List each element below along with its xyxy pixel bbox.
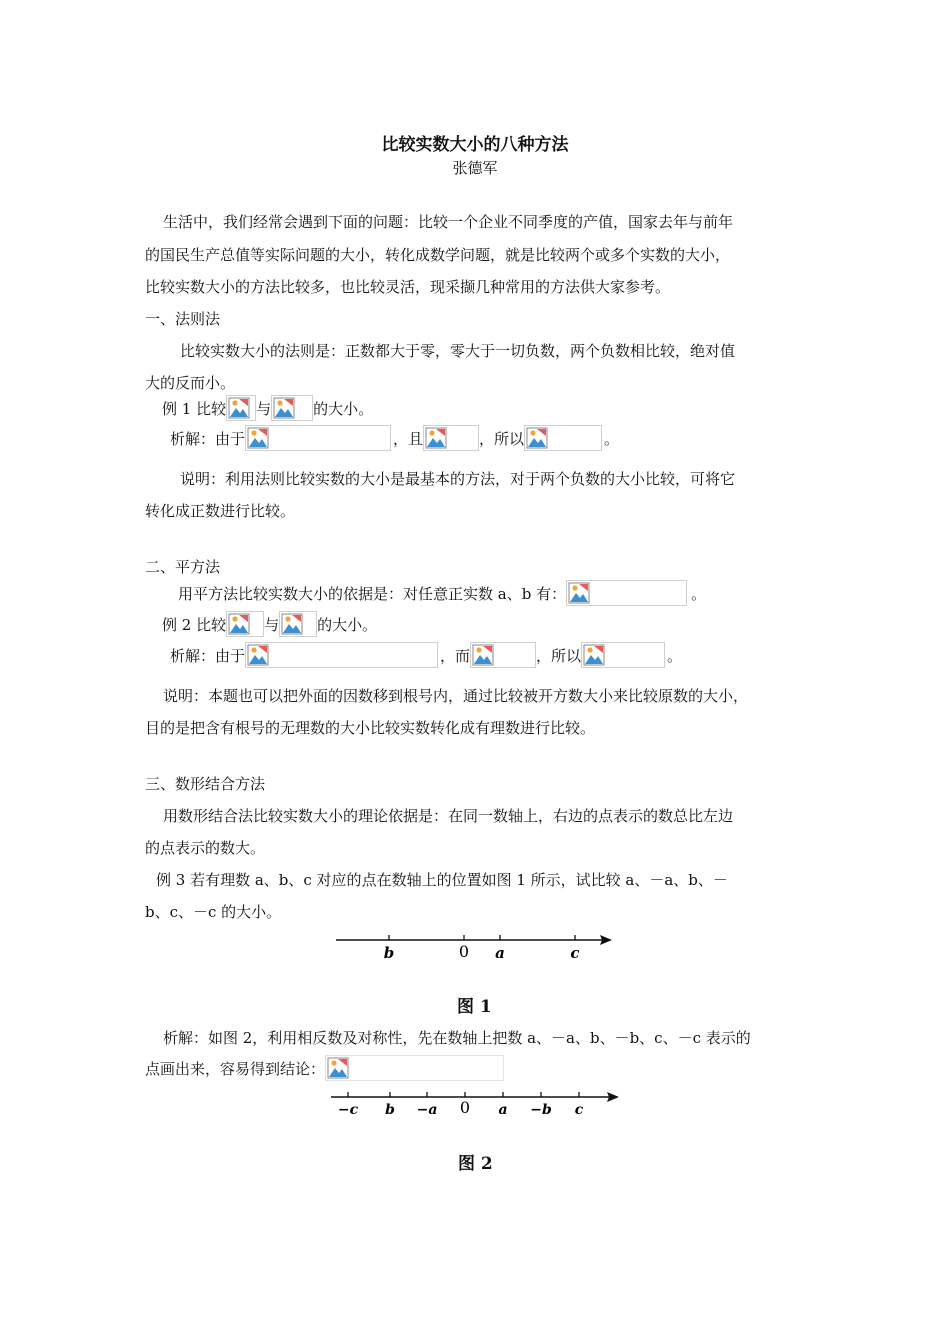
intro-line-2: 的国民生产总值等实际问题的大小，转化成数学问题，就是比较两个或多个实数的大小， bbox=[145, 246, 731, 264]
example2-mid: 与 bbox=[264, 615, 280, 634]
tick-label-a: a bbox=[495, 944, 505, 962]
tick-label-c: c bbox=[574, 1102, 584, 1118]
broken-image-icon bbox=[568, 582, 590, 604]
section1-rule-line-2: 大的反而小。 bbox=[145, 374, 236, 392]
broken-image-icon bbox=[425, 427, 447, 449]
example2 bbox=[162, 611, 377, 637]
formula-image-icon bbox=[423, 425, 479, 451]
example3-line-1: 例 3 若有理数 a、b、c 对应的点在数轴上的位置如图 1 所示，试比较 a、－a、b、－ bbox=[156, 871, 728, 889]
analysis2-mid2: ，所以 bbox=[536, 646, 582, 665]
analysis1 bbox=[170, 425, 619, 451]
broken-image-icon bbox=[247, 644, 269, 666]
broken-image-icon bbox=[327, 1057, 349, 1079]
formula-image-icon bbox=[470, 642, 536, 668]
section1-heading: 一、法则法 bbox=[145, 310, 221, 328]
formula-image-icon bbox=[581, 642, 665, 668]
broken-image-icon bbox=[281, 613, 303, 635]
analysis1-prefix: 析解：由于 bbox=[170, 429, 246, 448]
author: 张德军 bbox=[452, 159, 498, 177]
analysis1-mid1: ，且 bbox=[393, 429, 424, 448]
section3-rule-line-2: 的点表示的数大。 bbox=[145, 839, 266, 857]
page-title: 比较实数大小的八种方法 bbox=[381, 135, 569, 155]
formula-image-icon bbox=[226, 611, 264, 637]
section2-rule-text: 用平方法比较实数大小的依据是：对任意正实数 a、b 有： bbox=[178, 584, 567, 603]
section3-heading: 三、数形结合方法 bbox=[145, 775, 266, 793]
broken-image-icon bbox=[228, 397, 250, 419]
section2-rule bbox=[178, 580, 706, 606]
formula-image-icon bbox=[524, 425, 602, 451]
section1-rule-line-1: 比较实数大小的法则是：正数都大于零，零大于一切负数，两个负数相比较，绝对值 bbox=[180, 342, 736, 360]
figure-1-caption: 图 1 bbox=[457, 997, 492, 1017]
formula-image-icon bbox=[226, 395, 256, 421]
analysis2-mid1: ，而 bbox=[440, 646, 471, 665]
analysis1-end: 。 bbox=[604, 429, 620, 448]
tick-label-b: b bbox=[385, 1102, 395, 1118]
tick-label-0: 0 bbox=[458, 942, 470, 961]
example3-line-2: b、c、－c 的大小。 bbox=[145, 903, 282, 921]
formula-image-icon bbox=[271, 395, 313, 421]
formula-image-icon bbox=[245, 642, 438, 668]
section3-rule-line-1: 用数形结合法比较实数大小的理论依据是：在同一数轴上，右边的点表示的数总比左边 bbox=[163, 807, 734, 825]
section2-note-line-2: 目的是把含有根号的无理数的大小比较实数转化成有理数进行比较。 bbox=[145, 719, 596, 737]
intro-line-3: 比较实数大小的方法比较多，也比较灵活，现采撷几种常用的方法供大家参考。 bbox=[145, 278, 671, 296]
tick-label-b: b bbox=[383, 944, 395, 962]
example1 bbox=[162, 395, 373, 421]
tick-label-neg-b: −b bbox=[530, 1102, 552, 1118]
example1-mid: 与 bbox=[256, 399, 272, 418]
intro-line-1: 生活中，我们经常会遇到下面的问题：比较一个企业不同季度的产值，国家去年与前年 bbox=[163, 213, 734, 231]
tick-label-neg-a: −a bbox=[416, 1102, 438, 1118]
figure-2-caption: 图 2 bbox=[458, 1154, 493, 1174]
example2-suffix: 的大小。 bbox=[317, 615, 378, 634]
formula-image-icon bbox=[325, 1055, 504, 1081]
section2-note-line-1: 说明：本题也可以把外面的因数移到根号内，通过比较被开方数大小来比较原数的大小， bbox=[163, 687, 749, 705]
broken-image-icon bbox=[583, 644, 605, 666]
tick-label-a: a bbox=[498, 1102, 508, 1118]
tick-label-c: c bbox=[570, 944, 580, 962]
analysis1-mid2: ，所以 bbox=[479, 429, 525, 448]
example1-prefix: 例 1 比较 bbox=[162, 399, 227, 418]
section2-rule-end: 。 bbox=[691, 584, 707, 603]
analysis2-end: 。 bbox=[667, 646, 683, 665]
formula-image-icon bbox=[245, 425, 391, 451]
section1-note-line-1: 说明：利用法则比较实数的大小是最基本的方法，对于两个负数的大小比较，可将它 bbox=[180, 470, 736, 488]
formula-image-icon bbox=[566, 580, 687, 606]
number-line-figure-2 bbox=[325, 1083, 625, 1128]
tick-label-neg-c: −c bbox=[337, 1102, 359, 1118]
broken-image-icon bbox=[228, 613, 250, 635]
example2-prefix: 例 2 比较 bbox=[162, 615, 227, 634]
broken-image-icon bbox=[526, 427, 548, 449]
analysis2-prefix: 析解：由于 bbox=[170, 646, 246, 665]
number-line-figure-1 bbox=[330, 925, 620, 970]
analysis3-line-2-text: 点画出来，容易得到结论： bbox=[145, 1059, 326, 1078]
broken-image-icon bbox=[472, 644, 494, 666]
broken-image-icon bbox=[247, 427, 269, 449]
example1-suffix: 的大小。 bbox=[313, 399, 374, 418]
formula-image-icon bbox=[279, 611, 317, 637]
analysis3-line-2 bbox=[145, 1055, 504, 1081]
analysis3-line-1: 析解：如图 2，利用相反数及对称性，先在数轴上把数 a、－a、b、－b、c、－c 表示的 bbox=[163, 1029, 751, 1047]
tick-label-0: 0 bbox=[459, 1098, 471, 1117]
section1-note-line-2: 转化成正数进行比较。 bbox=[145, 502, 296, 520]
section2-heading: 二、平方法 bbox=[145, 558, 221, 576]
analysis2 bbox=[170, 642, 682, 668]
broken-image-icon bbox=[273, 397, 295, 419]
